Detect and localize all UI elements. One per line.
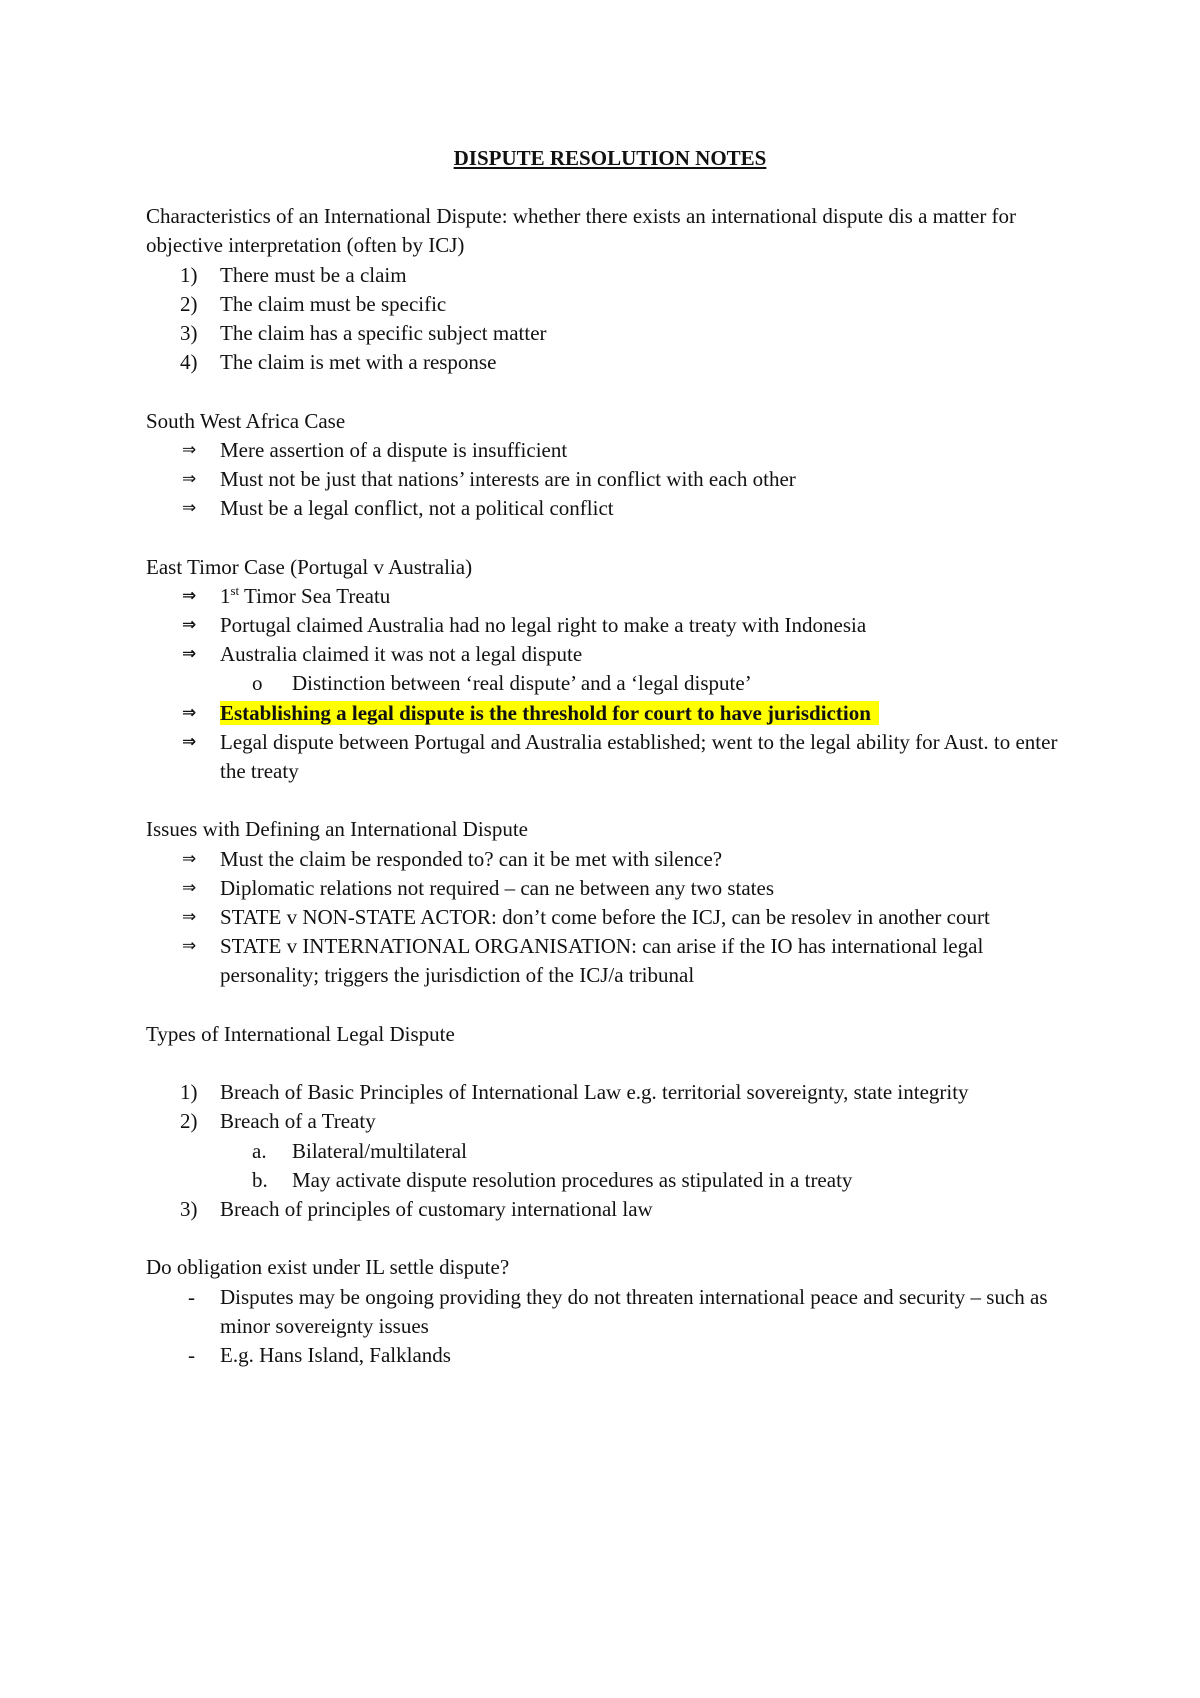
arrow-icon: ⇒ [182, 469, 197, 490]
list-item-text: Bilateral/multilateral [292, 1138, 467, 1163]
list-item [146, 465, 1066, 494]
list-item [146, 903, 1066, 932]
section-heading-types: Types of International Legal Dispute [146, 1021, 455, 1046]
dash-bullet-icon: - [188, 1343, 195, 1368]
spacer [146, 1049, 1066, 1078]
list-item-text: Australia claimed it was not a legal dispute [220, 642, 583, 667]
arrow-icon: ⇒ [182, 498, 197, 519]
list-item [146, 1107, 1066, 1136]
list-letter: a. [252, 1138, 267, 1163]
list-item [146, 874, 1066, 903]
arrow-icon: ⇒ [182, 615, 197, 636]
list-item [146, 1283, 1066, 1341]
list-item-text: There must be a claim [220, 262, 407, 287]
section-heading-obligation: Do obligation exist under IL settle dispute? [146, 1255, 510, 1280]
list-item-text-rest: Timor Sea Treatu [239, 583, 391, 608]
list-letter: b. [252, 1167, 268, 1192]
spacer [146, 991, 1066, 1020]
spacer [146, 786, 1066, 815]
obligation-list [146, 1283, 1066, 1371]
list-item-text: Mere assertion of a dispute is insufficient [220, 437, 568, 462]
list-item-text: Must not be just that nations’ interests are in conflict with each other [220, 467, 796, 492]
issues-list [146, 845, 1066, 991]
list-item [146, 319, 1066, 348]
list-item [146, 640, 1066, 669]
list-number: 2) [180, 291, 198, 316]
arrow-icon: ⇒ [182, 848, 197, 869]
arrow-icon: ⇒ [182, 731, 197, 752]
list-item [146, 261, 1066, 290]
list-item [146, 1341, 1066, 1370]
south-west-africa-list [146, 436, 1066, 524]
list-item-text: The claim is met with a response [220, 350, 497, 375]
ordinal-suffix: st [230, 582, 240, 598]
list-number: 1) [180, 262, 198, 287]
intro-paragraph: Characteristics of an International Dispute: whether there exists an international dispute dis a matter for objective interpretation (often by ICJ) [146, 204, 1017, 258]
list-item [146, 290, 1066, 319]
list-item [146, 699, 1066, 728]
list-number: 1) [180, 1080, 198, 1105]
characteristics-list [146, 261, 1066, 378]
list-item-text: Breach of a Treaty [220, 1109, 376, 1134]
list-item [146, 348, 1066, 377]
list-item-text: STATE v INTERNATIONAL ORGANISATION: can arise if the IO has international legal personality; triggers the jurisdiction of the ICJ/a tribunal [220, 934, 984, 988]
list-item [146, 582, 1066, 611]
arrow-icon: ⇒ [182, 644, 197, 665]
list-item-text: STATE v NON-STATE ACTOR: don’t come before the ICJ, can be resolev in another court [220, 905, 990, 930]
list-item [146, 436, 1066, 465]
list-item-text: E.g. Hans Island, Falklands [220, 1343, 451, 1368]
list-item-text: Breach of Basic Principles of International Law e.g. territorial sovereignty, state integrity [220, 1080, 969, 1105]
list-item [146, 728, 1066, 786]
section-heading-east-timor: East Timor Case (Portugal v Australia) [146, 554, 473, 579]
list-item-text: Diplomatic relations not required – can ne between any two states [220, 875, 774, 900]
section-heading-issues: Issues with Defining an International Dispute [146, 817, 528, 842]
sub-list-item [146, 1137, 1066, 1166]
list-item-text: Portugal claimed Australia had no legal right to make a treaty with Indonesia [220, 613, 867, 638]
list-item [146, 845, 1066, 874]
list-item-text: The claim has a specific subject matter [220, 321, 547, 346]
spacer [146, 523, 1066, 552]
list-item-text: Must the claim be responded to? can it be met with silence? [220, 846, 723, 871]
list-item-text: The claim must be specific [220, 291, 447, 316]
list-item-text: Legal dispute between Portugal and Australia established; went to the legal ability for Aust. to enter the treaty [220, 729, 1058, 784]
list-number: 3) [180, 321, 198, 346]
list-item [146, 1195, 1066, 1224]
section-heading-south-west-africa: South West Africa Case [146, 408, 346, 433]
ordinal-number: 1 [220, 583, 231, 608]
highlighted-text: Establishing a legal dispute is the threshold for court to have jurisdiction [220, 701, 879, 725]
list-item [146, 932, 1066, 990]
spacer [146, 377, 1066, 406]
circle-bullet-icon: o [252, 671, 263, 696]
east-timor-list [146, 582, 1066, 786]
sub-list-item [146, 669, 1066, 698]
arrow-icon: ⇒ [182, 439, 197, 460]
list-item [146, 611, 1066, 640]
list-number: 2) [180, 1109, 198, 1134]
list-item-text: Must be a legal conflict, not a political conflict [220, 496, 614, 521]
document-body [146, 144, 1066, 1370]
types-list [146, 1078, 1066, 1224]
list-item [146, 494, 1066, 523]
list-item-text: May activate dispute resolution procedures as stipulated in a treaty [292, 1167, 853, 1192]
list-item-text: Disputes may be ongoing providing they do not threaten international peace and security – such as minor sovereignty issues [220, 1284, 1048, 1338]
arrow-icon: ⇒ [182, 702, 197, 723]
list-item-text: Distinction between ‘real dispute’ and a ‘legal dispute’ [292, 671, 752, 696]
list-item-text [220, 584, 390, 608]
spacer [146, 1224, 1066, 1253]
list-number: 3) [180, 1197, 198, 1222]
list-number: 4) [180, 350, 198, 375]
list-item-text: Breach of principles of customary international law [220, 1197, 653, 1222]
arrow-icon: ⇒ [182, 877, 197, 898]
arrow-icon: ⇒ [182, 585, 197, 606]
arrow-icon: ⇒ [182, 907, 197, 928]
list-item [146, 1078, 1066, 1107]
arrow-icon: ⇒ [182, 936, 197, 957]
dash-bullet-icon: - [188, 1284, 195, 1309]
sub-list-item [146, 1166, 1066, 1195]
page-title: DISPUTE RESOLUTION NOTES [453, 146, 767, 170]
